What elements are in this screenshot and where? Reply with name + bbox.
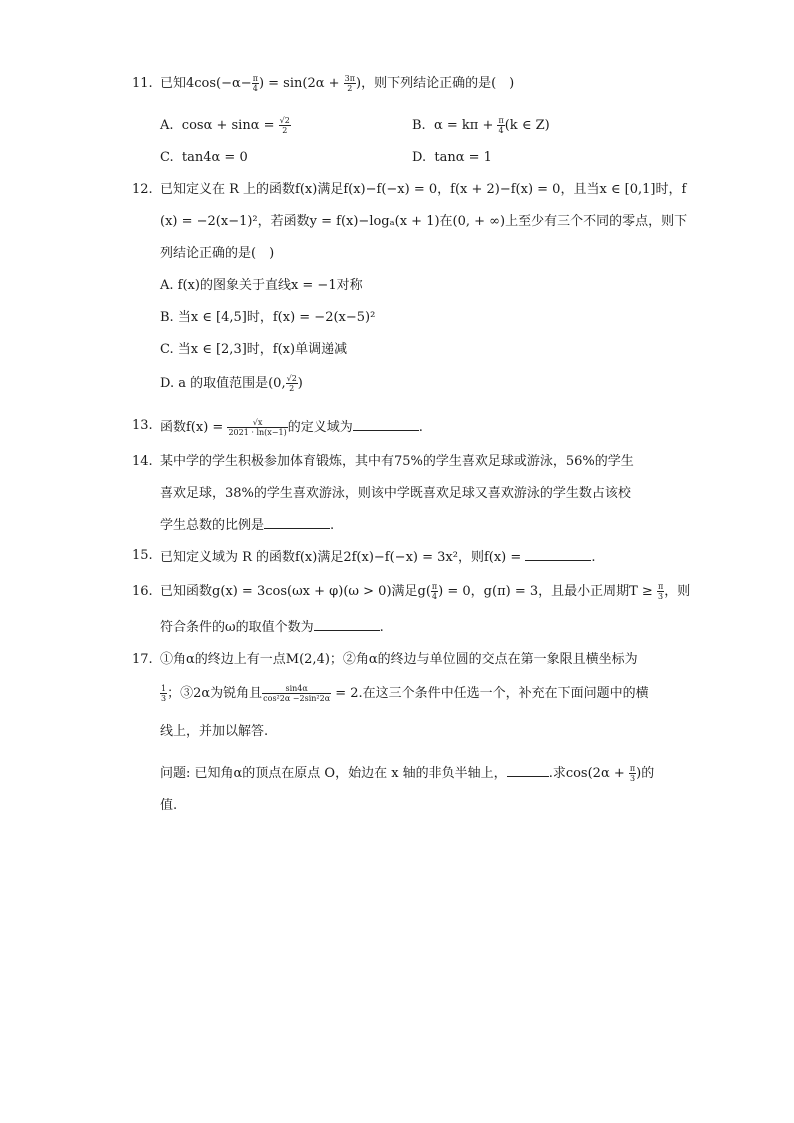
question-line: 函数f(x) = $\frac{√x}{2021 \cdot \ln(x-1)}$ 的定义域为 . [160,418,423,437]
fraction: $\frac{\pi}{3}$ [629,764,636,783]
question-number: 16. [132,584,153,599]
option-d: D. tanα = 1 [412,150,492,165]
fraction: $\frac{\pi}{3}$ [657,582,664,601]
question-line: 已知函数g(x) = 3cos(ωx + φ)(ω > 0)满足g( $\frac{\pi}{4}$ ) = 0，g(π) = 3，且最小正周期T ≥ $\frac{\pi}{3}$ ，则 [160,582,691,601]
question-line: 已知定义域为 R 的函数f(x)满足2f(x)−f(−x) = 3x²，则f(x) = . [160,546,596,568]
fraction: $\frac{1}{3}$ [161,684,167,703]
answer-blank[interactable] [264,514,330,529]
question-number: 11. [132,76,153,91]
option-c: C. 当x ∈ [2,3]时，f(x)单调递减 [160,342,348,357]
option-a: A. f(x)的图象关于直线x = −1对称 [160,278,363,293]
option-c: C. tan4α = 0 [160,150,248,165]
fraction: $\frac{3\pi}{2}$ [344,74,356,93]
question-number: 15. [132,548,153,563]
question-line: 学生总数的比例是 . [160,514,334,536]
fraction: $\frac{√2}{2}$ [286,374,297,393]
fraction: $\frac{√2}{2}$ [279,116,290,135]
question-line: 值. [160,798,178,813]
option-d: D. a 的取值范围是(0, $\frac{√2}{2}$ ) [160,374,303,393]
question-line: 问题: 已知角α的顶点在原点 O，始边在 x 轴的非负半轴上， .求cos(2α + $\frac{\pi}{3}$ )的 [160,764,655,783]
question-line: ①角α的终边上有一点M(2,4)；②角α的终边与单位圆的交点在第一象限且横坐标为 [160,652,638,667]
question-line: 喜欢足球，38%的学生喜欢游泳，则该中学既喜欢足球又喜欢游泳的学生数占该校 [160,486,631,501]
question-line: 列结论正确的是( ) [160,246,275,261]
option-b: B. α = kπ + $\frac{\pi}{4}$ (k ∈ Z) [412,116,550,135]
question-line: 已知定义在 R 上的函数f(x)满足f(x)−f(−x) = 0，f(x + 2)−f(x) = 0，且当x ∈ [0,1]时，f [160,182,687,197]
fraction: $\frac{\sin 4\alpha}{\text{cos²2α −2sin²2α}}$ [263,684,331,703]
question-number: 13. [132,418,153,433]
answer-blank[interactable] [314,616,380,631]
question-line: (x) = −2(x−1)²，若函数y = f(x)−logₐ(x + 1)在(0, + ∞)上至少有三个不同的零点，则下 [160,214,688,229]
question-number: 17. [132,652,153,667]
question-line: 线上，并加以解答. [160,724,269,739]
question-stem: 已知4cos(−α− $\frac{\pi}{4}$ ) = sin(2α + $\frac{3\pi}{2}$ )，则下列结论正确的是( ) [160,74,515,93]
fraction: $\frac{\pi}{4}$ [252,74,258,93]
answer-blank[interactable] [353,416,419,431]
fraction: $\frac{\pi}{4}$ [498,116,504,135]
question-line: 符合条件的ω的取值个数为 . [160,616,384,638]
question-line: $\frac{1}{3}$ ；③2α为锐角且 $\frac{\sin 4\alpha}{\text{cos²2α −2sin²2α}}$ = 2.在这三个条件中任选一个，补充在下面问题中的横 [161,684,649,703]
question-number: 14. [132,454,153,469]
fraction: $\frac{\pi}{4}$ [431,582,438,601]
option-b: B. 当x ∈ [4,5]时，f(x) = −2(x−5)² [160,310,376,325]
answer-blank[interactable] [525,546,591,561]
question-line: 某中学的学生积极参加体育锻炼，其中有75%的学生喜欢足球或游泳，56%的学生 [160,454,634,469]
question-number: 12. [132,182,153,197]
fraction: $\frac{√x}{2021 \cdot \ln(x-1)}$ [228,418,287,437]
option-a: A. cosα + sinα = $\frac{√2}{2}$ [160,116,290,135]
answer-blank[interactable] [507,762,549,777]
